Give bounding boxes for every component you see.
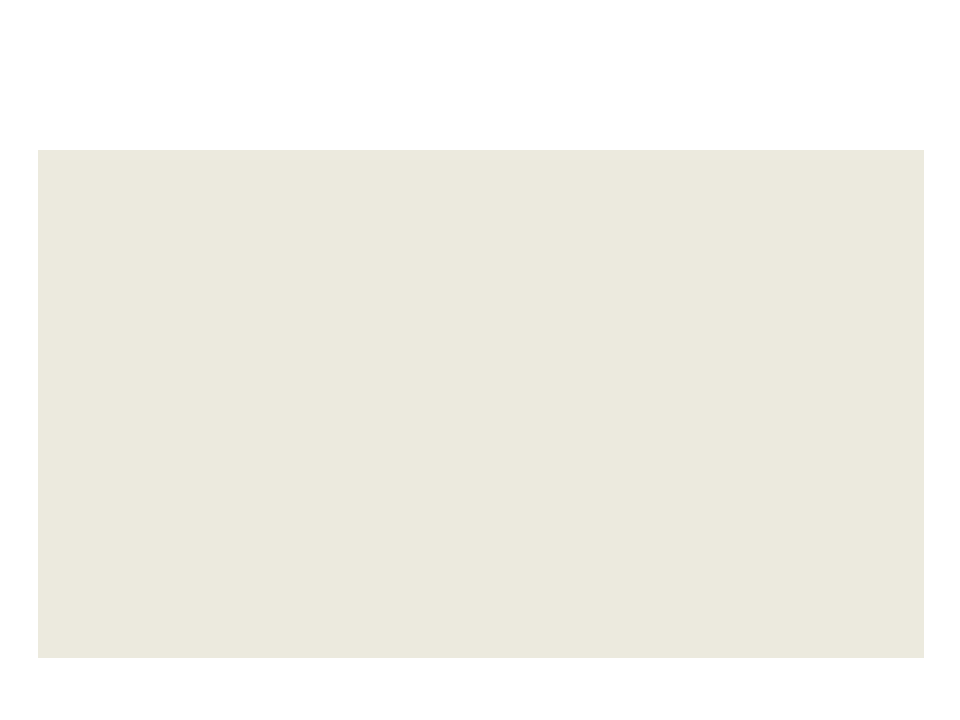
trend-arrows — [38, 150, 924, 658]
scanned-table — [38, 150, 924, 658]
